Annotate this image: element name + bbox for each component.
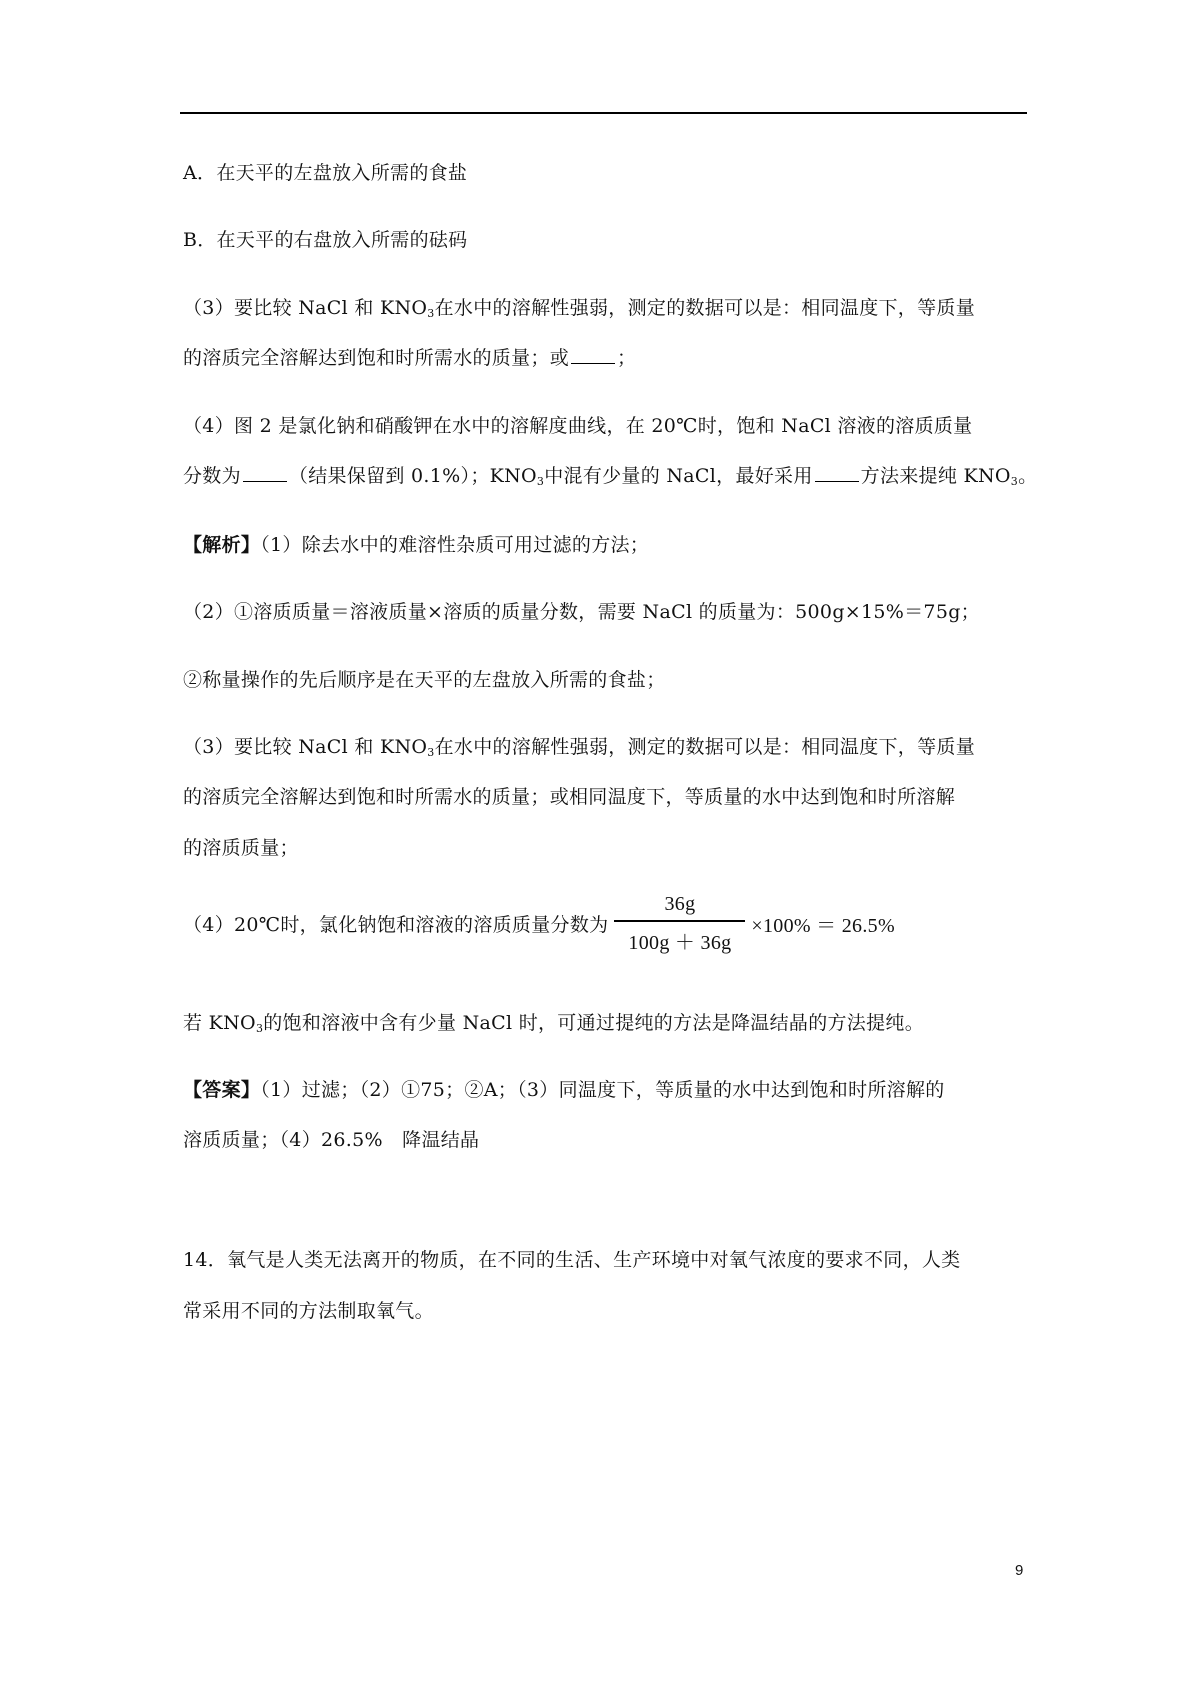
- text: 分数为: [183, 465, 241, 487]
- text: 若 KNO: [183, 1012, 256, 1034]
- text: （3）要比较 NaCl 和 KNO: [183, 297, 428, 319]
- subscript: 3: [536, 475, 545, 488]
- formula-row: [183, 893, 895, 955]
- analysis-2b: ②称量操作的先后顺序是在天平的左盘放入所需的食盐；: [183, 669, 666, 691]
- text: （1）除去水中的难溶性杂质可用过滤的方法；: [260, 534, 650, 556]
- text: （结果保留到 0.1%）；KNO: [288, 465, 537, 487]
- text: 在水中的溶解性强弱，测定的数据可以是：相同温度下，等质量: [434, 297, 975, 319]
- fraction-denominator: 100g ＋ 36g: [628, 931, 732, 954]
- analysis-4b: [183, 1008, 924, 1035]
- subscript: 3: [427, 746, 435, 759]
- analysis-4: [183, 893, 895, 955]
- analysis-1: [183, 530, 649, 557]
- answer-tag: 【答案】: [183, 1079, 261, 1101]
- text: （4）20℃时，氯化钠饱和溶液的溶质质量分数为: [183, 914, 609, 937]
- text: （3）要比较 NaCl 和 KNO: [183, 736, 428, 758]
- analysis-3-line-3: 的溶质质量；: [183, 837, 299, 859]
- text: 在水中的溶解性强弱，测定的数据可以是：相同温度下，等质量: [434, 736, 975, 758]
- formula-result: ×100% ＝ 26.5%: [751, 915, 895, 938]
- answer-line-2: 溶质质量；（4）26.5% 降温结晶: [183, 1129, 480, 1151]
- subscript: 3: [255, 1022, 264, 1035]
- text: 的饱和溶液中含有少量 NaCl 时，可通过提纯的方法是降温结晶的方法提纯。: [263, 1012, 924, 1034]
- analysis-3-line-2: 的溶质完全溶解达到饱和时所需水的质量；或相同温度下，等质量的水中达到饱和时所溶解: [183, 786, 956, 808]
- analysis-tag: 【解析】: [183, 534, 261, 556]
- analysis-2: （2）①溶质质量＝溶液质量×溶质的质量分数，需要 NaCl 的质量为：500g×15%＝75g；: [183, 601, 980, 623]
- option-a: A．在天平的左盘放入所需的食盐: [183, 162, 468, 184]
- page-number: 9: [1015, 1562, 1024, 1579]
- question-3-line-2: [183, 343, 636, 370]
- analysis-3-line-1: [183, 732, 975, 759]
- question-4-line-1: （4）图 2 是氯化钠和硝酸钾在水中的溶解度曲线，在 20℃时，饱和 NaCl 溶液的溶质质量: [183, 415, 973, 437]
- answer-blank[interactable]: [243, 463, 287, 482]
- text: 方法来提纯 KNO: [860, 465, 1011, 487]
- answer-blank[interactable]: [571, 345, 615, 364]
- text: 中混有少量的 NaCl，最好采用: [544, 465, 813, 487]
- subscript: 3: [1010, 475, 1019, 488]
- question-3-line-1: [183, 293, 975, 320]
- option-b: B．在天平的右盘放入所需的砝码: [183, 229, 468, 251]
- answer-line-1: [183, 1075, 945, 1102]
- header-rule: [180, 112, 1027, 114]
- text: ；: [617, 347, 637, 369]
- answer-blank[interactable]: [815, 463, 859, 482]
- text: 。: [1018, 465, 1038, 487]
- fraction-numerator: 36g: [664, 893, 696, 915]
- text: （1）过滤；（2）①75；②A；（3）同温度下，等质量的水中达到饱和时所溶解的: [260, 1079, 945, 1101]
- question-14-line-2: 常采用不同的方法制取氧气。: [183, 1300, 434, 1322]
- subscript: 3: [427, 307, 435, 320]
- text: 的溶质完全溶解达到饱和时所需水的质量；或: [183, 347, 570, 369]
- question-14-line-1: 14．氧气是人类无法离开的物质，在不同的生活、生产环境中对氧气浓度的要求不同，人类: [183, 1249, 961, 1271]
- question-4-line-2: [183, 461, 1037, 488]
- fraction: [614, 893, 745, 955]
